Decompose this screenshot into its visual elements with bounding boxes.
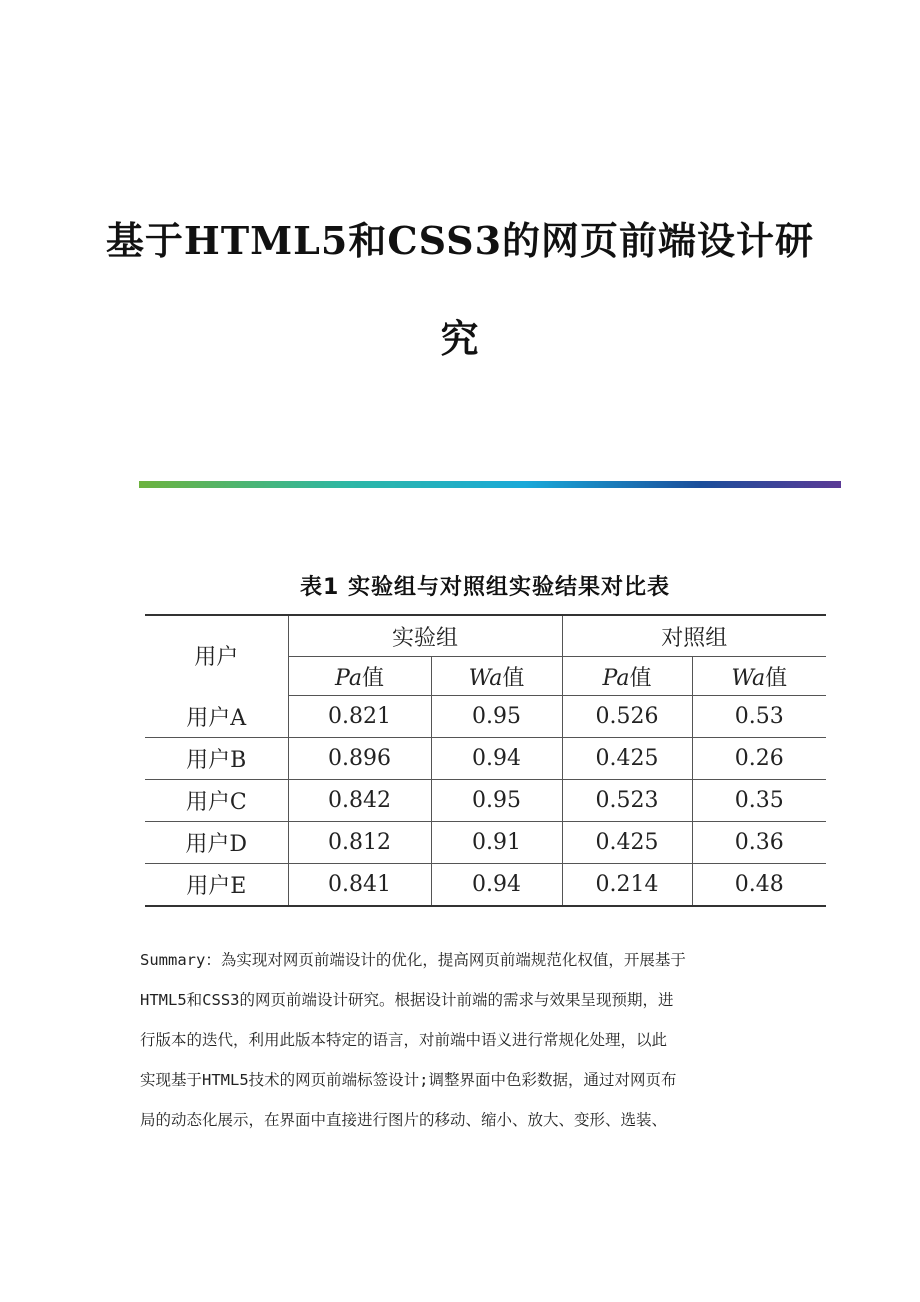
subheader-pa-experiment [288, 657, 431, 696]
table-row [145, 780, 826, 822]
subheader-var: Wa [731, 665, 766, 691]
subheader-suffix: 值 [629, 665, 652, 691]
cell-wa-control: 0.26 [692, 738, 826, 780]
summary-line: 局的动态化展示，在界面中直接进行图片的移动、缩小、放大、变形、选装、 [140, 1111, 668, 1129]
summary-line: Summary：為实现对网页前端设计的优化，提高网页前端规范化权值，开展基于 [140, 951, 686, 969]
cell-wa-control: 0.36 [692, 822, 826, 864]
table-row [145, 738, 826, 780]
table-row [145, 864, 826, 907]
table-row [145, 696, 826, 738]
cell-wa-control: 0.35 [692, 780, 826, 822]
cell-wa-control: 0.53 [692, 696, 826, 738]
experiment-group-header: 实验组 [288, 615, 562, 657]
table-caption: 表1 实验组与对照组实验结果对比表 [300, 575, 670, 600]
cell-pa-control: 0.425 [562, 738, 692, 780]
cell-pa-experiment: 0.812 [288, 822, 431, 864]
cell-pa-control: 0.523 [562, 780, 692, 822]
decorative-divider [139, 481, 841, 488]
summary-line: HTML5和CSS3的网页前端设计研究。根据设计前端的需求与效果呈现预期，进 [140, 991, 674, 1009]
cell-wa-experiment: 0.95 [431, 780, 562, 822]
cell-pa-experiment: 0.821 [288, 696, 431, 738]
subheader-suffix: 值 [765, 665, 788, 691]
cell-wa-control: 0.48 [692, 864, 826, 907]
row-user: 用户C [185, 790, 247, 815]
table-row [145, 822, 826, 864]
subheader-var: Pa [335, 665, 362, 691]
summary-line: 实现基于HTML5技术的网页前端标签设计;调整界面中色彩数据，通过对网页布 [140, 1071, 677, 1089]
subheader-suffix: 值 [361, 665, 384, 691]
cell-wa-experiment: 0.95 [431, 696, 562, 738]
cell-wa-experiment: 0.94 [431, 738, 562, 780]
cell-pa-experiment: 0.896 [288, 738, 431, 780]
cell-pa-control: 0.526 [562, 696, 692, 738]
row-user: 用户B [186, 748, 247, 773]
control-group-header: 对照组 [562, 615, 826, 657]
cell-pa-experiment: 0.841 [288, 864, 431, 907]
summary-paragraph [140, 940, 780, 1140]
row-user: 用户E [186, 874, 247, 899]
row-user: 用户A [186, 705, 247, 731]
cell-wa-experiment: 0.91 [431, 822, 562, 864]
cell-pa-control: 0.214 [562, 864, 692, 907]
row-user: 用户D [185, 832, 248, 857]
subheader-pa-control [562, 657, 692, 696]
results-table [145, 614, 826, 907]
subheader-wa-experiment [431, 657, 562, 696]
cell-pa-experiment: 0.842 [288, 780, 431, 822]
cell-wa-experiment: 0.94 [431, 864, 562, 907]
summary-line: 行版本的迭代，利用此版本特定的语言，对前端中语义进行常规化处理，以此 [140, 1031, 668, 1049]
user-column-header: 用户 [194, 645, 239, 671]
cell-pa-control: 0.425 [562, 822, 692, 864]
subheader-suffix: 值 [502, 665, 525, 691]
subheader-var: Wa [468, 665, 503, 691]
subheader-var: Pa [602, 665, 630, 691]
document-title-line-1: 基于HTML5和CSS3的网页前端设计研 [105, 218, 815, 263]
document-title-line-2: 究 [440, 316, 480, 361]
subheader-wa-control [692, 657, 826, 696]
